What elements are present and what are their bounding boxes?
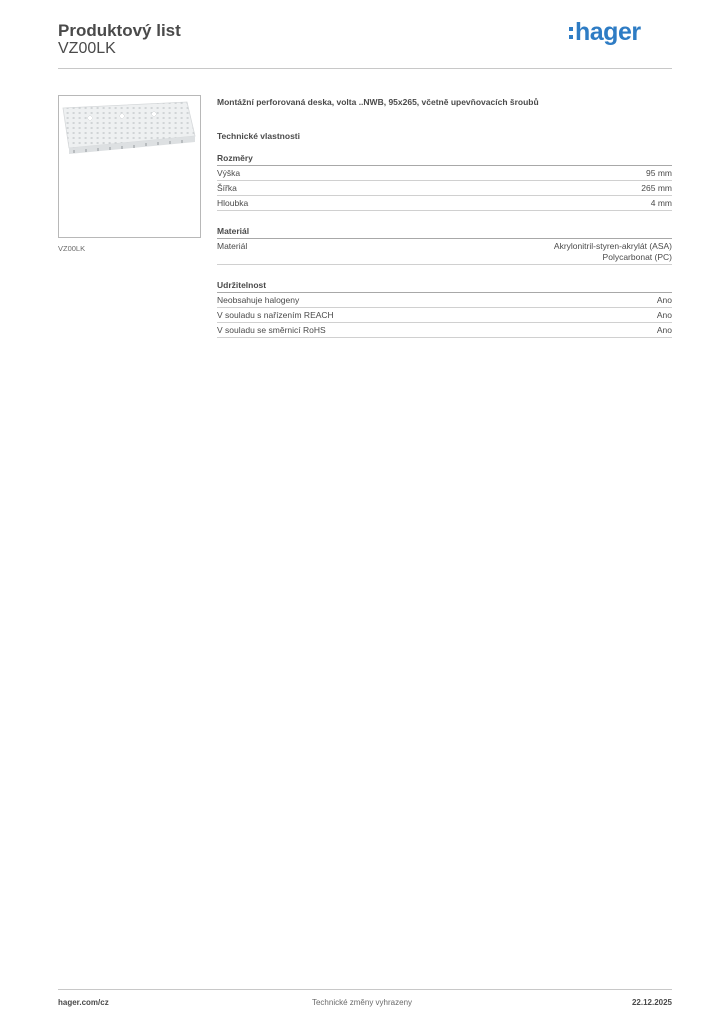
footer-divider — [58, 989, 672, 990]
row-value: 4 mm — [650, 198, 672, 208]
row-label: Neobsahuje halogeny — [217, 295, 300, 305]
row-value: 265 mm — [641, 183, 672, 193]
row-label: V souladu s nařízením REACH — [217, 310, 334, 320]
row-label: Výška — [217, 168, 241, 178]
perforated-plate-illustration — [59, 96, 200, 237]
row-value-line: Polycarbonat (PC) — [602, 252, 672, 262]
hager-logo — [568, 16, 658, 46]
row-label: V souladu se směrnicí RoHS — [217, 325, 326, 335]
product-description: Montážní perforovaná deska, volta ..NWB, 95x265, včetně upevňovacích šroubů — [217, 97, 539, 107]
logo-text: hager — [575, 18, 641, 46]
table-row — [217, 196, 672, 211]
footer-notice: Technické změny vyhrazeny — [311, 998, 413, 1007]
table-row — [217, 308, 672, 323]
table-row — [217, 323, 672, 338]
product-code: VZ00LK — [58, 40, 116, 57]
section-material-title: Materiál — [217, 225, 672, 239]
row-value-line: Akrylonitril-styren-akrylát (ASA) — [553, 241, 672, 251]
product-image — [58, 95, 201, 238]
row-value: Ano — [656, 325, 672, 335]
row-value: 95 mm — [646, 168, 672, 178]
row-label: Šířka — [217, 183, 237, 193]
header-divider — [58, 68, 672, 69]
table-row — [217, 166, 672, 181]
table-row — [217, 181, 672, 196]
page-title: Produktový list — [58, 21, 181, 40]
row-value — [554, 241, 672, 263]
image-caption: VZ00LK — [58, 244, 86, 253]
table-row — [217, 239, 672, 265]
section-sustainability-title: Udržitelnost — [217, 279, 672, 293]
table-row — [217, 293, 672, 308]
technical-properties-heading: Technické vlastnosti — [217, 131, 300, 141]
row-value: Ano — [656, 295, 672, 305]
section-dimensions-title: Rozměry — [217, 152, 672, 166]
footer-website: hager.com/cz — [58, 998, 109, 1007]
row-label: Materiál — [217, 241, 248, 251]
row-value: Ano — [656, 310, 672, 320]
product-details — [217, 96, 672, 338]
row-label: Hloubka — [217, 198, 249, 208]
footer-date: 22.12.2025 — [631, 998, 672, 1007]
